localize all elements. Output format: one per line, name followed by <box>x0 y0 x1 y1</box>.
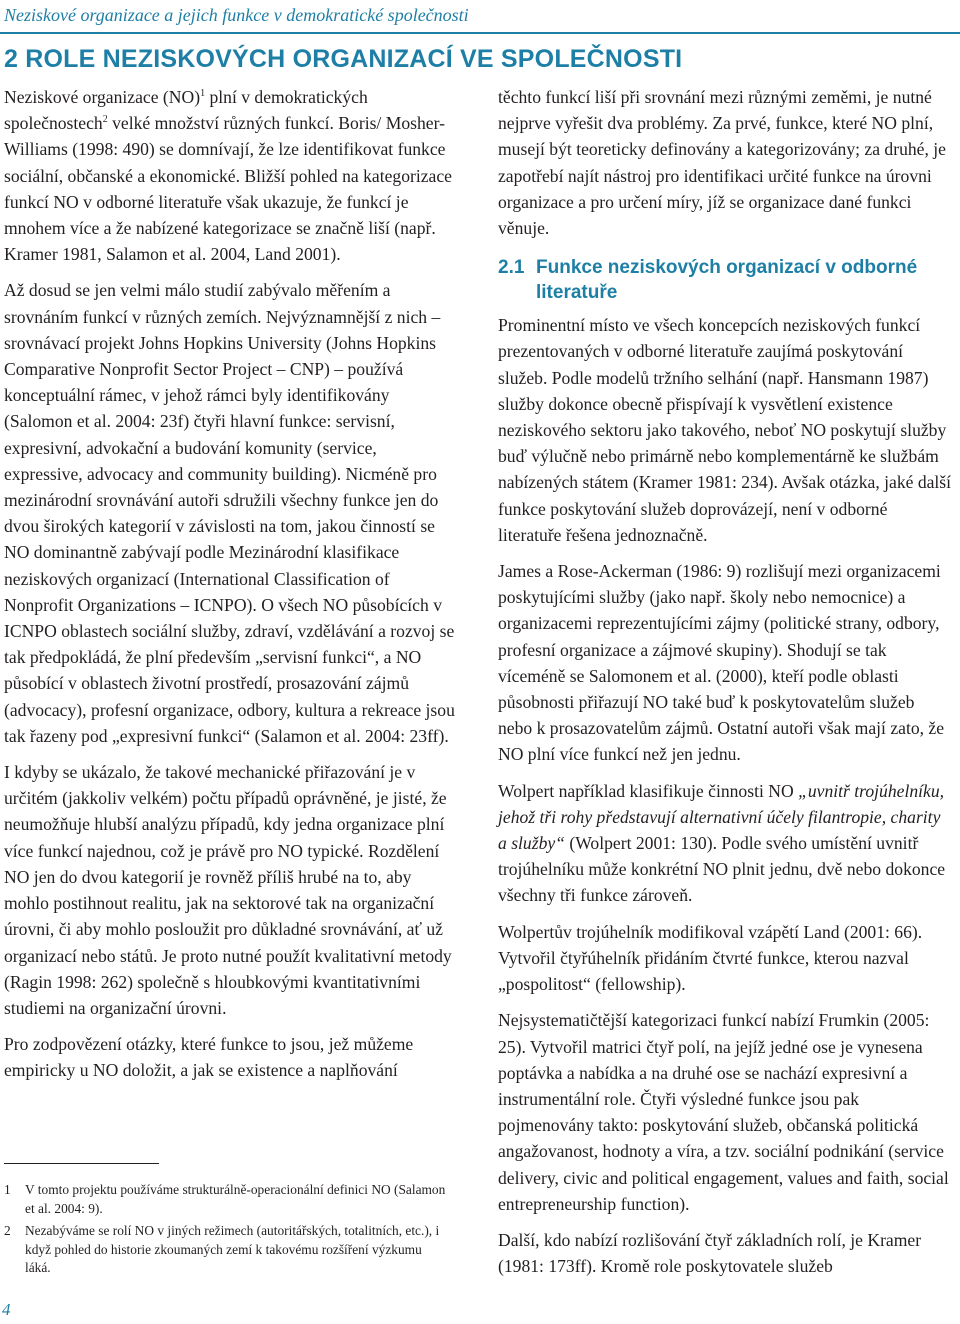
footnote-ref[interactable]: 2 <box>102 114 108 126</box>
paragraph: I kdyby se ukázalo, že takové mechanické přiřazování je v určitém (jakkoliv velkém) počtu případů oprávněné, je jisté, že neumožňuje hlubší analýzu případů, kdy jedna organizace plní více funkcí najednou, což je právě pro NO typické. Rozdělení NO jen do dvou kategorií je rovněž příliš hrubé na to, aby mohlo postihnout realitu, jak na sektorové tak na organizační úrovni, či aby mohlo posloužit pro důkladné srovnávání, ať už organizací nebo států. Je proto nutné použít kvalitativní metody (Ragin 1998: 262) společně s hloubkovými kvantitativními studiemi na organizační úrovni. <box>4 762 452 1018</box>
paragraph: Až dosud se jen velmi málo studií zabývalo měřením a srovnáním funkcí v různých zemích. Nejvýznamnější z nich – srovnávací projekt Johns Hopkins University (Johns Hopkins Comparative Nonprofit Sector Project – CNP) – používá konceptuální rámec, v jehož rámci byly identifikovány (Salomon et al. 2004: 23f) čtyři hlavní funkce: servisní, expresivní, advokační a budování komunity (service, expressive, advocacy and community building). Nicméně pro mezinárodní srovnávání autoři sdružili všechny funkce jen do dvou širokých kategorií v závislosti na tom, jakou činností se NO dominantně zabývají podle Mezinárodní klasifikace neziskových organizací (International Classification of Nonprofit Organizations – ICNPO). O všech NO působících v ICNPO oblastech sociální služby, zdraví, vzdělávání a rozvoj se tak předpokládá, že plní především „servisní funkci“, a NO působící v oblastech životní prostředí, prosazování zájmů (advocacy), profesní organizace, odbory, kultura a rekreace jsou tak řazeny pod „expresivní funkci“ (Salamon et al. 2004: 23ff). <box>4 280 455 746</box>
page-number: 4 <box>2 1300 11 1319</box>
header-divider <box>0 32 960 34</box>
running-header: Neziskové organizace a jejich funkce v demokratické společnosti <box>4 5 469 25</box>
footnote <box>4 1181 448 1218</box>
section-title: Funkce neziskových organizací v odborné literatuře <box>536 257 918 304</box>
footnote <box>4 1222 448 1278</box>
paragraph: Wolpertův trojúhelník modifikoval vzápětí Land (2001: 66). Vytvořil čtyřúhelník přidáním čtvrté funkce, kterou nazval „pospolitost“ (fellowship). <box>498 921 923 995</box>
paragraph: Neziskové organizace (NO)$^1$ plní v demokratických společnostech$^2$ velké množství různých funkcí. Boris/ Mosher-Williams (1998: 490) se domnívají, že lze identifikovat funkce sociální, občanské a ekonomické. Bližší pohled na kategorizace funkcí NO v odborné literatuře však ukazuje, že funkcí je mnohem více a že nabízené kategorizace se značně liší (např. Kramer 1981, Salamon et al. 2004, Land 2001). <box>4 87 452 265</box>
paragraph: Prominentní místo ve všech koncepcích neziskových funkcí prezentovaných v odborné literatuře zaujímá poskytování služeb. Podle modelů tržního selhání (např. Hansmann 1987) služby dokonce obecně přispívají k vysvětlení existence neziskového sektoru jako takového, neboť NO poskytují služby buď výlučně nebo primárně nebo komplementárně ke službám nabízených státem (Kramer 1981: 234). Avšak otázka, jaké další funkce poskytování služeb doprovázejí, není v odborné literatuře řešena jednoznačně. <box>498 315 952 545</box>
paragraph: Nejsystematičtější kategorizaci funkcí nabízí Frumkin (2005: 25). Vytvořil matrici čtyř polí, na jejíž jedné ose je vynesena poptávka a nabídka a na druhé ose se nachází expresivní a instrumentální role. Čtyři výsledné funkce jsou pak pojmenovány takto: poskytování služeb, občanská politická angažovanost, hodnoty a víra, a tzv. sociální podnikání (service delivery, civic and political engagement, values and faith, social entrepreneurship function). <box>498 1010 949 1214</box>
footnote-number: 1 <box>4 1182 11 1197</box>
section-number: 2.1 <box>498 257 525 279</box>
left-column <box>4 84 456 1094</box>
quotation: „uvnitř trojúhelníku, jehož tři rohy představují alternativní účely filantropie, charity a služby“ <box>498 780 945 854</box>
footnote-text: V tomto projektu používáme strukturálně-operacionální definici NO (Salamon et al. 2004: 9). <box>25 1182 446 1216</box>
paragraph: Wolpert například klasifikuje činnosti NO „uvnitř trojúhelníku, jehož tři rohy představují alternativní účely filantropie, charity a služby“ (Wolpert 2001: 130). Podle svého umístění uvnitř trojúhelníku může konkrétní NO plnit jednu, dvě nebo dokonce všechny tři funkce zároveň. <box>498 780 946 906</box>
paragraph: Pro zodpovězení otázky, které funkce to jsou, jež můžeme empiricky u NO doložit, a jak se existence a naplňování <box>4 1034 414 1081</box>
right-column <box>498 84 952 1289</box>
footnote-divider <box>4 1163 159 1164</box>
chapter-title: 2 ROLE NEZISKOVÝCH ORGANIZACÍ VE SPOLEČNOSTI <box>4 45 683 73</box>
section-heading <box>498 255 952 305</box>
paragraph: Další, kdo nabízí rozlišování čtyř základních rolí, je Kramer (1981: 173ff). Kromě role poskytovatele služeb <box>498 1229 922 1277</box>
footnotes <box>4 1181 448 1282</box>
paragraph: James a Rose-Ackerman (1986: 9) rozlišují mezi organizacemi poskytujícími služby (jako např. školy nebo nemocnice) a organizacemi reprezentujícími zájmy (politické strany, odbory, profesní organizace a zájmové skupiny). Shodují se tak víceméně se Salomonem et al. (2000), kteří podle oblasti působnosti přiřazují NO také buď k poskytovatelům služeb nebo k prosazovatelům zájmů. Ostatní autoři však mají zato, že NO plní více funkcí než jen jednu. <box>498 561 945 765</box>
footnote-ref[interactable]: 1 <box>200 88 206 99</box>
footnote-text: Nezabýváme se rolí NO v jiných režimech (autoritářských, totalitních, etc.), i když pohled do historie zkoumaných zemí k takovému rozšíření výzkumu láká. <box>25 1223 440 1276</box>
paragraph: těchto funkcí liší při srovnání mezi různými zeměmi, je nutné nejprve vyřešit dva problémy. Za prvé, funkce, které NO plní, musejí být teoreticky definovány a kategorizovány; za druhé, je zapotřebí najít nástroj pro identifikaci určité funkce na úrovni organizace a pro určení míry, jíž se organizace dané funkci věnuje. <box>498 87 946 239</box>
footnote-number: 2 <box>4 1223 11 1239</box>
